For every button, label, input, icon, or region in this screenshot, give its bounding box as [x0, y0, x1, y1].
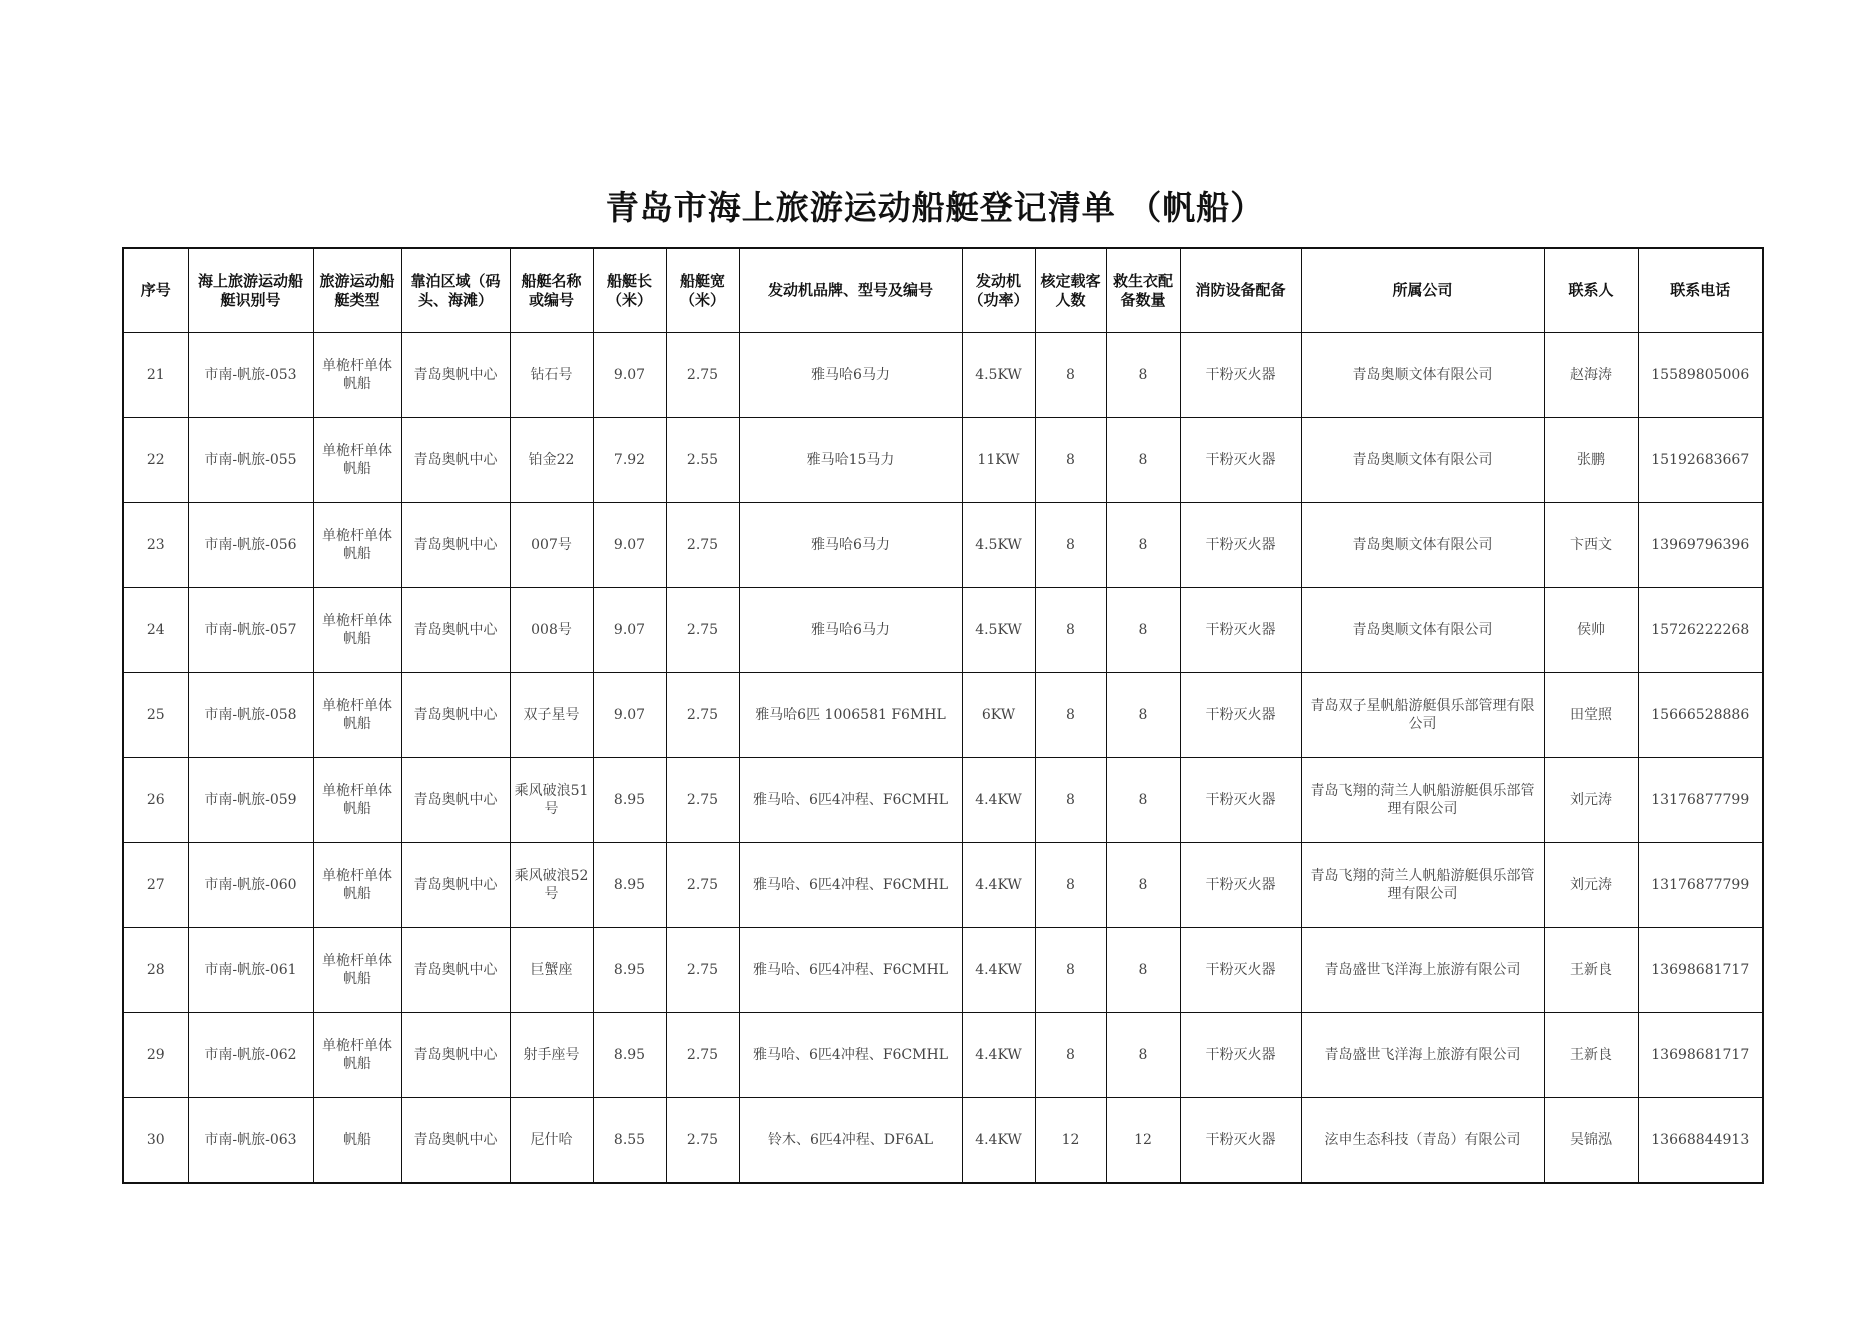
cell-width: 2.75 [666, 673, 739, 758]
cell-company: 青岛飞翔的菏兰人帆船游艇俱乐部管理有限公司 [1301, 843, 1544, 928]
cell-berth-area: 青岛奥帆中心 [401, 588, 510, 673]
cell-berth-area: 青岛奥帆中心 [401, 333, 510, 418]
header-passengers: 核定载客人数 [1035, 248, 1106, 333]
cell-passengers: 8 [1035, 843, 1106, 928]
cell-power: 4.4KW [962, 1098, 1035, 1184]
cell-engine: 雅马哈6匹 1006581 F6MHL [739, 673, 962, 758]
cell-vessel-name: 钻石号 [510, 333, 593, 418]
cell-vessel-name: 乘风破浪52号 [510, 843, 593, 928]
cell-index: 27 [123, 843, 188, 928]
cell-width: 2.75 [666, 758, 739, 843]
cell-engine: 雅马哈、6匹4冲程、F6CMHL [739, 843, 962, 928]
cell-contact: 赵海涛 [1544, 333, 1638, 418]
cell-vessel-name: 铂金22 [510, 418, 593, 503]
cell-fire-equipment: 干粉灭火器 [1180, 588, 1301, 673]
cell-phone: 13668844913 [1638, 1098, 1763, 1184]
table-row [123, 418, 1763, 503]
cell-life-jackets: 8 [1106, 928, 1180, 1013]
cell-index: 21 [123, 333, 188, 418]
cell-fire-equipment: 干粉灭火器 [1180, 928, 1301, 1013]
cell-length: 9.07 [593, 333, 666, 418]
cell-engine: 雅马哈6马力 [739, 588, 962, 673]
cell-power: 4.4KW [962, 843, 1035, 928]
cell-vessel-type: 单桅杆单体帆船 [313, 418, 401, 503]
cell-life-jackets: 8 [1106, 588, 1180, 673]
table-row [123, 1013, 1763, 1098]
header-vessel-type: 旅游运动船艇类型 [313, 248, 401, 333]
cell-vessel-name: 007号 [510, 503, 593, 588]
cell-index: 25 [123, 673, 188, 758]
header-phone: 联系电话 [1638, 248, 1763, 333]
cell-company: 青岛双子星帆船游艇俱乐部管理有限公司 [1301, 673, 1544, 758]
cell-index: 30 [123, 1098, 188, 1184]
cell-engine: 雅马哈、6匹4冲程、F6CMHL [739, 1013, 962, 1098]
cell-passengers: 12 [1035, 1098, 1106, 1184]
cell-phone: 13698681717 [1638, 1013, 1763, 1098]
cell-life-jackets: 8 [1106, 1013, 1180, 1098]
cell-vessel-id: 市南-帆旅-062 [188, 1013, 313, 1098]
cell-contact: 侯帅 [1544, 588, 1638, 673]
cell-length: 8.55 [593, 1098, 666, 1184]
cell-vessel-id: 市南-帆旅-055 [188, 418, 313, 503]
cell-power: 4.4KW [962, 1013, 1035, 1098]
cell-life-jackets: 8 [1106, 333, 1180, 418]
table-row [123, 1098, 1763, 1184]
cell-vessel-type: 帆船 [313, 1098, 401, 1184]
cell-power: 4.4KW [962, 758, 1035, 843]
cell-vessel-type: 单桅杆单体帆船 [313, 588, 401, 673]
cell-passengers: 8 [1035, 928, 1106, 1013]
cell-berth-area: 青岛奥帆中心 [401, 503, 510, 588]
header-fire-equipment: 消防设备配备 [1180, 248, 1301, 333]
cell-phone: 13969796396 [1638, 503, 1763, 588]
cell-vessel-name: 008号 [510, 588, 593, 673]
table-row [123, 333, 1763, 418]
cell-power: 4.5KW [962, 503, 1035, 588]
cell-passengers: 8 [1035, 1013, 1106, 1098]
cell-engine: 雅马哈6马力 [739, 503, 962, 588]
cell-vessel-type: 单桅杆单体帆船 [313, 673, 401, 758]
header-contact: 联系人 [1544, 248, 1638, 333]
cell-passengers: 8 [1035, 503, 1106, 588]
header-index: 序号 [123, 248, 188, 333]
cell-passengers: 8 [1035, 758, 1106, 843]
cell-berth-area: 青岛奥帆中心 [401, 673, 510, 758]
cell-vessel-id: 市南-帆旅-060 [188, 843, 313, 928]
cell-company: 青岛奥顺文体有限公司 [1301, 588, 1544, 673]
cell-width: 2.75 [666, 503, 739, 588]
header-vessel-id: 海上旅游运动船艇识别号 [188, 248, 313, 333]
page-title: 青岛市海上旅游运动船艇登记清单 （帆船） [605, 188, 1265, 227]
cell-width: 2.75 [666, 928, 739, 1013]
cell-engine: 雅马哈15马力 [739, 418, 962, 503]
cell-vessel-id: 市南-帆旅-061 [188, 928, 313, 1013]
registration-table [122, 247, 1764, 1184]
cell-power: 4.4KW [962, 928, 1035, 1013]
cell-phone: 15192683667 [1638, 418, 1763, 503]
cell-berth-area: 青岛奥帆中心 [401, 928, 510, 1013]
header-width: 船艇宽（米） [666, 248, 739, 333]
table-row [123, 503, 1763, 588]
cell-contact: 田堂照 [1544, 673, 1638, 758]
cell-berth-area: 青岛奥帆中心 [401, 1013, 510, 1098]
cell-index: 28 [123, 928, 188, 1013]
cell-vessel-type: 单桅杆单体帆船 [313, 1013, 401, 1098]
cell-length: 7.92 [593, 418, 666, 503]
cell-fire-equipment: 干粉灭火器 [1180, 758, 1301, 843]
cell-fire-equipment: 干粉灭火器 [1180, 503, 1301, 588]
header-power: 发动机（功率） [962, 248, 1035, 333]
cell-length: 8.95 [593, 928, 666, 1013]
cell-power: 11KW [962, 418, 1035, 503]
cell-vessel-id: 市南-帆旅-063 [188, 1098, 313, 1184]
cell-phone: 15726222268 [1638, 588, 1763, 673]
cell-company: 青岛盛世飞洋海上旅游有限公司 [1301, 1013, 1544, 1098]
cell-berth-area: 青岛奥帆中心 [401, 1098, 510, 1184]
cell-vessel-id: 市南-帆旅-059 [188, 758, 313, 843]
cell-vessel-id: 市南-帆旅-056 [188, 503, 313, 588]
cell-vessel-name: 尼什哈 [510, 1098, 593, 1184]
cell-company: 青岛奥顺文体有限公司 [1301, 418, 1544, 503]
cell-phone: 13176877799 [1638, 843, 1763, 928]
cell-vessel-type: 单桅杆单体帆船 [313, 503, 401, 588]
cell-engine: 雅马哈6马力 [739, 333, 962, 418]
cell-company: 青岛奥顺文体有限公司 [1301, 333, 1544, 418]
cell-index: 29 [123, 1013, 188, 1098]
header-vessel-name: 船艇名称或编号 [510, 248, 593, 333]
cell-width: 2.55 [666, 418, 739, 503]
cell-length: 8.95 [593, 843, 666, 928]
table-row [123, 928, 1763, 1013]
cell-index: 23 [123, 503, 188, 588]
cell-fire-equipment: 干粉灭火器 [1180, 1013, 1301, 1098]
cell-life-jackets: 8 [1106, 843, 1180, 928]
cell-life-jackets: 8 [1106, 758, 1180, 843]
cell-fire-equipment: 干粉灭火器 [1180, 843, 1301, 928]
cell-vessel-type: 单桅杆单体帆船 [313, 928, 401, 1013]
table-body [123, 333, 1763, 1184]
cell-power: 4.5KW [962, 333, 1035, 418]
cell-engine: 雅马哈、6匹4冲程、F6CMHL [739, 758, 962, 843]
cell-power: 6KW [962, 673, 1035, 758]
cell-contact: 王新良 [1544, 1013, 1638, 1098]
cell-passengers: 8 [1035, 418, 1106, 503]
cell-vessel-name: 巨蟹座 [510, 928, 593, 1013]
cell-contact: 张鹏 [1544, 418, 1638, 503]
header-life-jackets: 救生衣配备数量 [1106, 248, 1180, 333]
cell-fire-equipment: 干粉灭火器 [1180, 673, 1301, 758]
cell-length: 8.95 [593, 1013, 666, 1098]
cell-contact: 王新良 [1544, 928, 1638, 1013]
cell-company: 青岛盛世飞洋海上旅游有限公司 [1301, 928, 1544, 1013]
cell-life-jackets: 8 [1106, 673, 1180, 758]
cell-phone: 15666528886 [1638, 673, 1763, 758]
header-engine: 发动机品牌、型号及编号 [739, 248, 962, 333]
cell-vessel-name: 双子星号 [510, 673, 593, 758]
cell-passengers: 8 [1035, 333, 1106, 418]
cell-company: 泫申生态科技（青岛）有限公司 [1301, 1098, 1544, 1184]
cell-vessel-name: 射手座号 [510, 1013, 593, 1098]
table-row [123, 843, 1763, 928]
cell-contact: 刘元涛 [1544, 758, 1638, 843]
cell-engine: 雅马哈、6匹4冲程、F6CMHL [739, 928, 962, 1013]
cell-length: 9.07 [593, 503, 666, 588]
cell-fire-equipment: 干粉灭火器 [1180, 418, 1301, 503]
cell-index: 24 [123, 588, 188, 673]
cell-index: 26 [123, 758, 188, 843]
cell-vessel-id: 市南-帆旅-053 [188, 333, 313, 418]
cell-width: 2.75 [666, 1013, 739, 1098]
cell-length: 8.95 [593, 758, 666, 843]
table-row [123, 588, 1763, 673]
header-length: 船艇长（米） [593, 248, 666, 333]
cell-fire-equipment: 干粉灭火器 [1180, 1098, 1301, 1184]
cell-vessel-type: 单桅杆单体帆船 [313, 843, 401, 928]
cell-berth-area: 青岛奥帆中心 [401, 843, 510, 928]
cell-vessel-id: 市南-帆旅-058 [188, 673, 313, 758]
header-company: 所属公司 [1301, 248, 1544, 333]
cell-contact: 吴锦泓 [1544, 1098, 1638, 1184]
cell-contact: 卞西文 [1544, 503, 1638, 588]
cell-engine: 铃木、6匹4冲程、DF6AL [739, 1098, 962, 1184]
cell-passengers: 8 [1035, 673, 1106, 758]
cell-contact: 刘元涛 [1544, 843, 1638, 928]
table-header-row [123, 248, 1763, 333]
cell-phone: 13176877799 [1638, 758, 1763, 843]
cell-berth-area: 青岛奥帆中心 [401, 418, 510, 503]
header-berth-area: 靠泊区域（码头、海滩） [401, 248, 510, 333]
table-row [123, 673, 1763, 758]
cell-life-jackets: 8 [1106, 503, 1180, 588]
cell-index: 22 [123, 418, 188, 503]
cell-phone: 15589805006 [1638, 333, 1763, 418]
cell-vessel-name: 乘风破浪51号 [510, 758, 593, 843]
cell-width: 2.75 [666, 843, 739, 928]
cell-vessel-id: 市南-帆旅-057 [188, 588, 313, 673]
cell-length: 9.07 [593, 588, 666, 673]
cell-width: 2.75 [666, 333, 739, 418]
cell-passengers: 8 [1035, 588, 1106, 673]
cell-vessel-type: 单桅杆单体帆船 [313, 333, 401, 418]
cell-width: 2.75 [666, 1098, 739, 1184]
cell-company: 青岛飞翔的菏兰人帆船游艇俱乐部管理有限公司 [1301, 758, 1544, 843]
cell-company: 青岛奥顺文体有限公司 [1301, 503, 1544, 588]
cell-berth-area: 青岛奥帆中心 [401, 758, 510, 843]
table-row [123, 758, 1763, 843]
cell-phone: 13698681717 [1638, 928, 1763, 1013]
cell-vessel-type: 单桅杆单体帆船 [313, 758, 401, 843]
cell-fire-equipment: 干粉灭火器 [1180, 333, 1301, 418]
cell-power: 4.5KW [962, 588, 1035, 673]
cell-life-jackets: 12 [1106, 1098, 1180, 1184]
cell-length: 9.07 [593, 673, 666, 758]
cell-life-jackets: 8 [1106, 418, 1180, 503]
cell-width: 2.75 [666, 588, 739, 673]
